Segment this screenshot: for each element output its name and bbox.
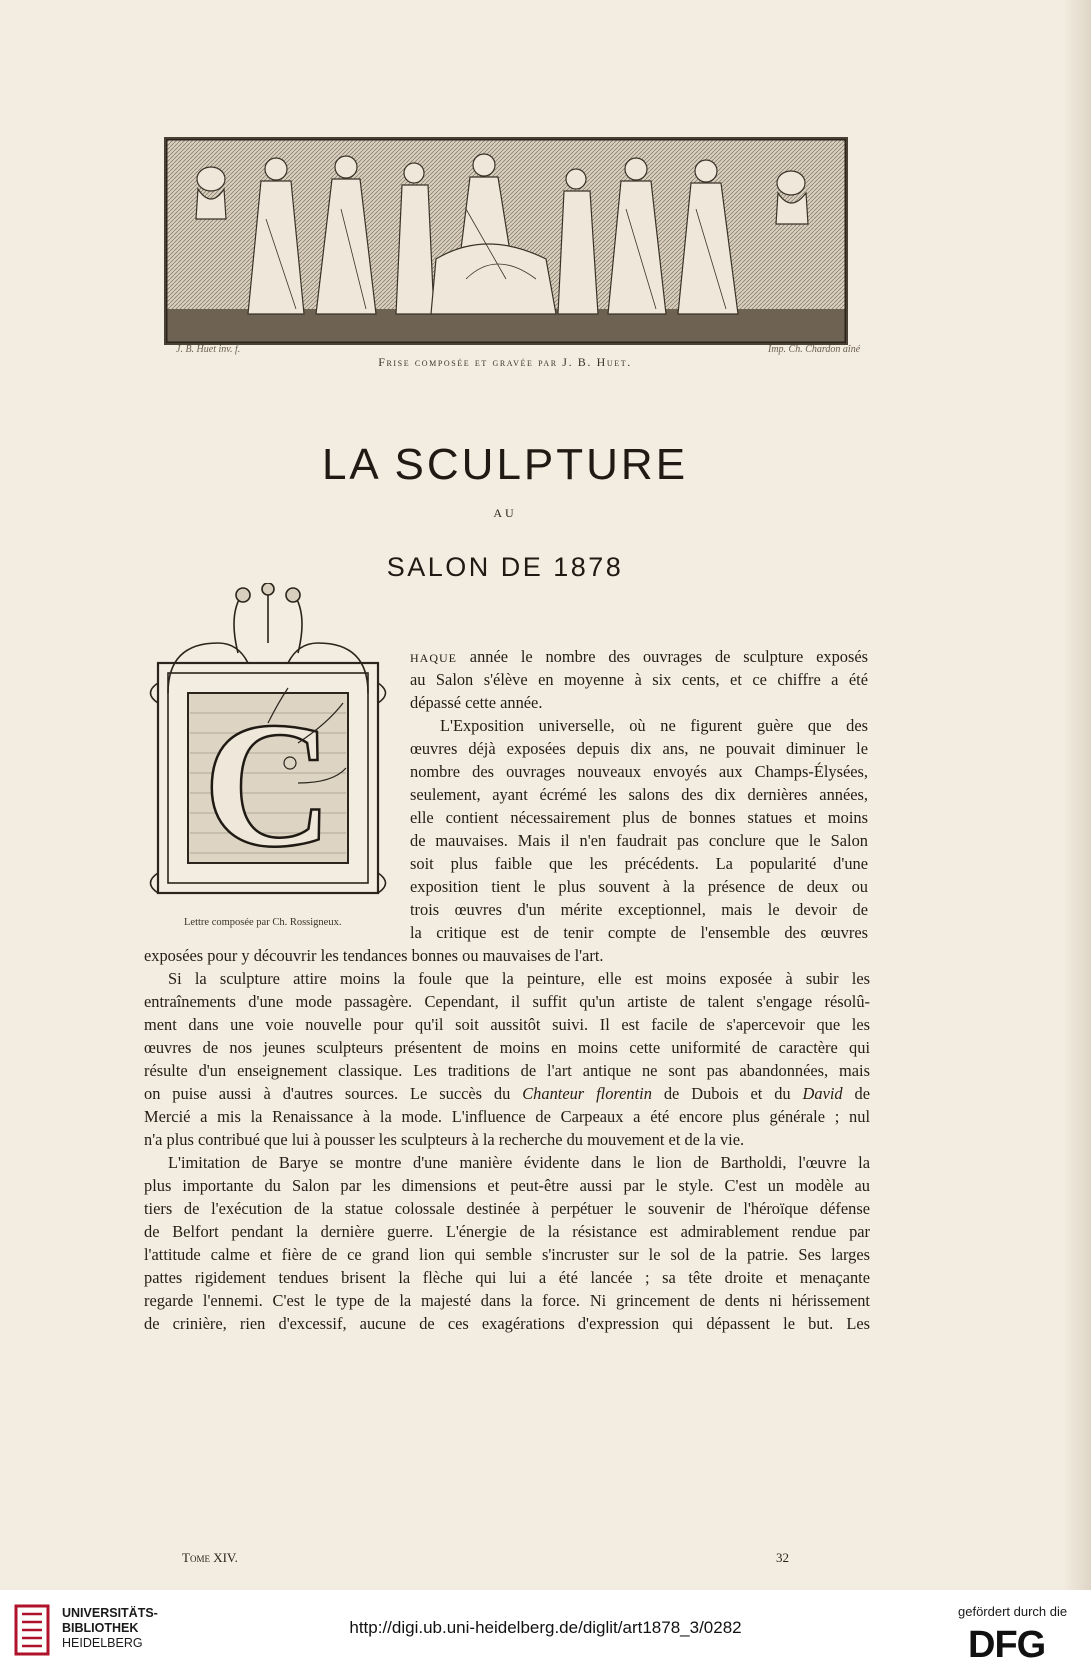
permalink-url[interactable]: http://digi.ub.uni-heidelberg.de/diglit/art1878_3/0282 bbox=[349, 1618, 742, 1637]
library-name-line: HEIDELBERG bbox=[62, 1636, 143, 1650]
text-line: pattes rigidement tendues brisent la flèche qui lui a été lancée ; sa tête droite et menaçante bbox=[144, 1268, 870, 1287]
text-line: œuvres de nos jeunes sculpteurs présentent de moins en moins cette uniformité de caractère qui bbox=[144, 1038, 870, 1057]
text-line: Mercié a mis la Renaissance à la mode. L'influence de Carpeaux a été encore plus générale ; nul bbox=[144, 1107, 870, 1126]
engraver-signature-left: J. B. Huet inv. f. bbox=[176, 344, 241, 355]
text-line: L'Exposition universelle, où ne figurent guère que des bbox=[440, 716, 868, 735]
text-line: au Salon s'élève en moyenne à six cents, et ce chiffre a été bbox=[410, 670, 868, 689]
drop-cap-continuation: HAQUE bbox=[410, 651, 457, 665]
text-line: trois œuvres d'un mérite exceptionnel, mais le devoir de bbox=[410, 900, 868, 919]
text-fragment: on puise aussi à d'autres sources. Le succès du bbox=[144, 1084, 523, 1103]
text-line: L'imitation de Barye se montre d'une manière évidente dans le lion de Bartholdi, l'œuvre la bbox=[168, 1153, 870, 1172]
text-line bbox=[410, 645, 868, 668]
text-line: résulte d'un enseignement classique. Les traditions de l'art antique ne sont pas abandonnées, mais bbox=[144, 1061, 870, 1080]
text-line: exposées pour y découvrir les tendances bonnes ou mauvaises de l'art. bbox=[144, 946, 604, 965]
text-line: œuvres déjà exposées depuis dix ans, ne pouvait diminuer le bbox=[410, 739, 868, 758]
printer-signature-right: Imp. Ch. Chardon aîné bbox=[768, 344, 861, 355]
dfg-logo[interactable]: DFG bbox=[968, 1624, 1046, 1666]
text-line: ment dans une voie nouvelle pour qu'il soit aussitôt suivi. Il est facile de s'apercevoir que les bbox=[144, 1015, 870, 1034]
frieze-caption bbox=[0, 355, 1010, 370]
article-subtitle: SALON DE 1878 bbox=[386, 552, 624, 582]
title-connector: AU bbox=[493, 506, 517, 520]
text-line: nombre des ouvrages nouveaux envoyés aux Champs-Élysées, bbox=[410, 762, 868, 781]
text-line: entraînements d'une mode passagère. Cependant, il suffit qu'un artiste de talent s'engage résolû- bbox=[144, 992, 870, 1011]
text-line: plus importante du Salon par les dimensions et peut-être aussi par le style. C'est un modèle au bbox=[144, 1176, 870, 1195]
text-line: de crinière, rien d'excessif, aucune de ces exagérations d'expression qui dépassent le but. Les bbox=[144, 1314, 870, 1333]
text-line-content: année le nombre des ouvrages de sculpture exposés bbox=[457, 647, 868, 666]
text-line: exposition tient le plus souvent à la présence de deux ou bbox=[410, 877, 868, 896]
text-line: l'attitude calme et fière de ce grand lion qui semble s'incruster sur le sol de la patrie. Ses larges bbox=[144, 1245, 870, 1264]
engraved-frieze-illustration bbox=[164, 137, 848, 345]
library-name-line: UNIVERSITÄTS- bbox=[62, 1606, 158, 1620]
text-line: de Belfort pendant la dernière guerre. L'énergie de la résistance est admirablement rendue par bbox=[144, 1222, 870, 1241]
text-line: la critique est de tenir compte de l'ensemble des œuvres bbox=[410, 923, 868, 942]
artwork-title-chanteur: Chanteur florentin bbox=[522, 1084, 652, 1103]
text-line bbox=[144, 1082, 870, 1105]
text-fragment: de Dubois et du bbox=[651, 1084, 803, 1103]
library-name-line: BIBLIOTHEK bbox=[62, 1621, 139, 1635]
funder-label: gefördert durch die bbox=[958, 1604, 1068, 1619]
text-line: seulement, ayant écrémé les salons des dix dernières années, bbox=[410, 785, 868, 804]
text-fragment: de bbox=[842, 1084, 870, 1103]
ornamental-initial-letter bbox=[148, 583, 388, 913]
text-line: tiers de l'exécution de la statue colossale destinée à perpétuer le souvenir de l'héroïque défense bbox=[144, 1199, 870, 1218]
volume-label: Tome XIV. bbox=[182, 1550, 238, 1565]
initial-letter-glyph: C bbox=[203, 685, 333, 884]
artwork-title-david: David bbox=[802, 1084, 843, 1103]
text-line: soit plus faible que les précédents. La popularité d'une bbox=[410, 854, 868, 873]
text-line: n'a plus contribué que lui à pousser les sculpteurs à la recherche du mouvement et de la vie. bbox=[144, 1130, 745, 1149]
opening-paragraph bbox=[410, 645, 868, 944]
text-line: de mauvaises. Mais il n'en faudrait pas conclure que le Salon bbox=[410, 831, 868, 850]
text-line: Si la sculpture attire moins la foule que la peinture, elle est moins exposée à subir les bbox=[168, 969, 870, 988]
text-line: regarde l'ennemi. C'est le type de la majesté dans la force. Ni grincement de dents ni hérissement bbox=[144, 1291, 870, 1310]
page-number: 32 bbox=[776, 1550, 789, 1565]
body-text bbox=[144, 944, 870, 1335]
text-line: dépassé cette année. bbox=[410, 693, 543, 712]
text-line: elle contient nécessairement plus de bonnes statues et moins bbox=[410, 808, 868, 827]
initial-letter-caption: Lettre composée par Ch. Rossigneux. bbox=[184, 917, 342, 928]
frieze-caption-text: Frise composée et gravée par J. B. Huet. bbox=[378, 355, 632, 369]
article-title: LA SCULPTURE bbox=[321, 440, 689, 489]
